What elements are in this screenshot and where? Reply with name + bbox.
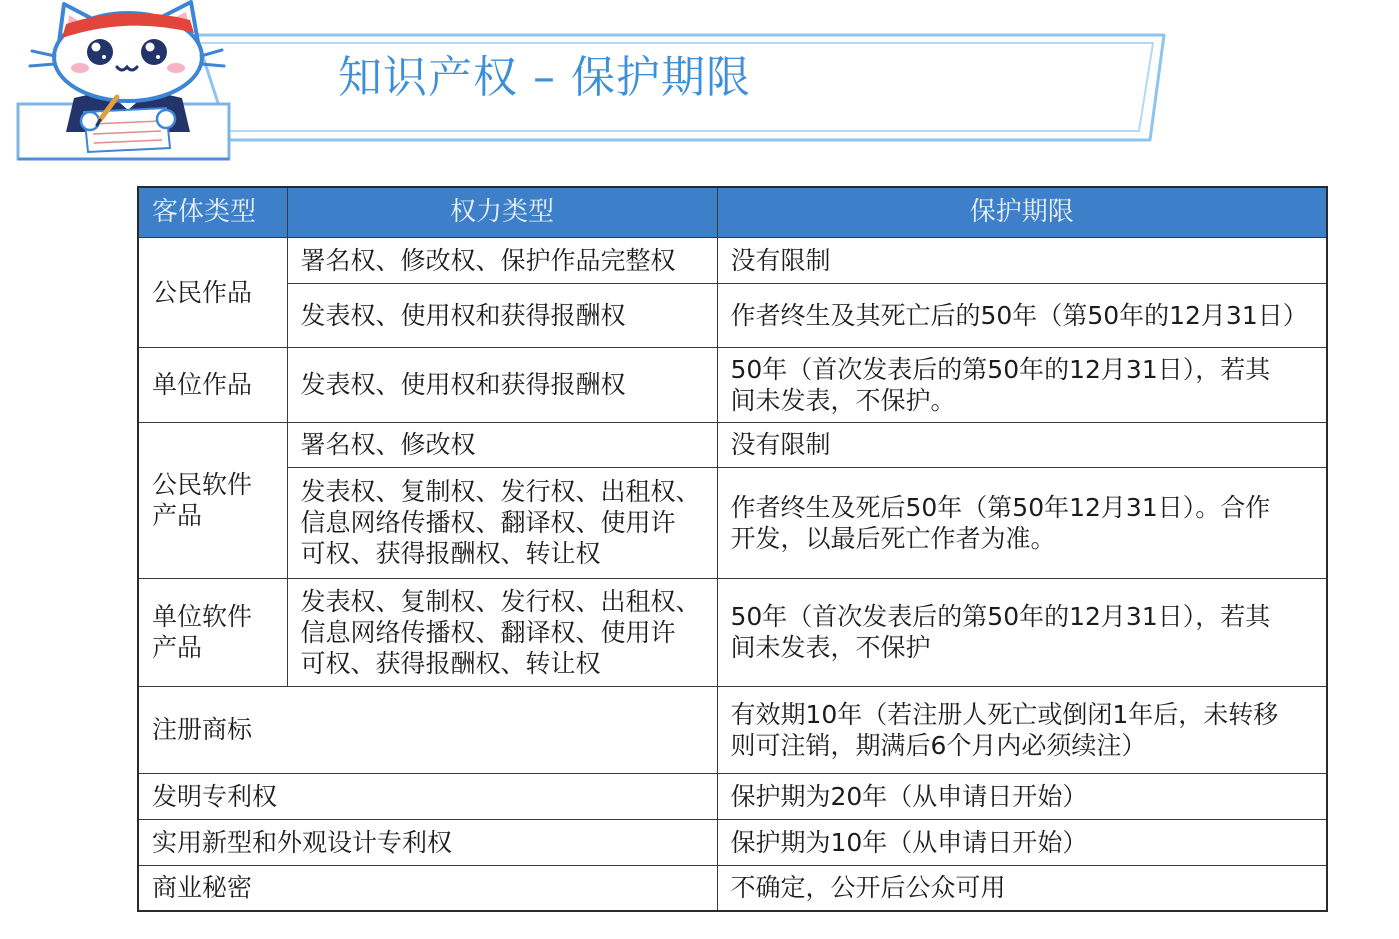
protection-period-cell: [717, 578, 1327, 686]
table-row: [138, 283, 1327, 347]
table-row: [138, 237, 1327, 283]
cell-text-line: 保护期为20年（从申请日开始）: [730, 781, 1088, 811]
ip-protection-table: [137, 186, 1328, 912]
cell-text-line: 产品: [152, 501, 203, 530]
protection-period-cell: [717, 467, 1327, 578]
cell-text-line: 可权、获得报酬权、转让权: [300, 539, 601, 568]
table-row: [138, 467, 1327, 578]
cell-text-line: 信息网络传播权、翻译权、使用许: [300, 617, 676, 647]
cell-text-line: 开发，以最后死亡作者为准。: [730, 523, 1056, 553]
right-type-cell: [287, 578, 717, 686]
cell-text-line: 发表权、复制权、发行权、出租权、: [300, 477, 701, 506]
table-row: [138, 819, 1327, 865]
cell-text-line: 则可注销，期满后6个月内必须续注）: [730, 730, 1147, 760]
cell-text-line: 单位作品: [152, 370, 253, 399]
table-row: [138, 773, 1327, 819]
cell-text-line: 50年（首次发表后的第50年的12月31日），若其: [730, 354, 1271, 384]
cell-text-line: 没有限制: [730, 245, 831, 275]
cell-text-line: 发明专利权: [152, 781, 278, 811]
cell-text-line: 发表权、使用权和获得报酬权: [300, 370, 626, 399]
cell-text-line: 信息网络传播权、翻译权、使用许: [300, 508, 676, 537]
table-row: [138, 686, 1327, 773]
cell-text-line: 署名权、修改权、保护作品完整权: [300, 245, 676, 275]
cell-text-line: 保护期为10年（从申请日开始）: [730, 827, 1088, 857]
cell-text-line: 发表权、复制权、发行权、出租权、: [300, 586, 701, 616]
right-type-cell: [287, 283, 717, 347]
header-object-type: 客体类型: [138, 187, 287, 237]
protection-period-cell: [717, 283, 1327, 347]
header-protection-period: 保护期限: [717, 187, 1327, 237]
object-type-cell: [138, 773, 717, 819]
cell-text-line: 有效期10年（若注册人死亡或倒闭1年后，未转移: [730, 699, 1279, 729]
object-type-cell: [138, 865, 717, 911]
cell-text-line: 50年（首次发表后的第50年的12月31日），若其: [730, 602, 1271, 631]
page-title: 知识产权 – 保护期限: [338, 52, 751, 103]
protection-period-cell: [717, 773, 1327, 819]
cell-text-line: 间未发表，不保护: [730, 633, 931, 662]
object-type-cell: [138, 819, 717, 865]
cell-text-line: 公民作品: [152, 277, 253, 307]
right-type-cell: [287, 422, 717, 467]
object-type-cell: [138, 422, 287, 578]
cell-text-line: 没有限制: [730, 430, 831, 459]
table-row: [138, 422, 1327, 467]
header-right-type: 权力类型: [287, 187, 717, 237]
object-type-cell: [138, 578, 287, 686]
protection-period-cell: [717, 686, 1327, 773]
cell-text-line: 注册商标: [152, 715, 253, 744]
protection-period-cell: [717, 865, 1327, 911]
cell-text-line: 可权、获得报酬权、转让权: [300, 648, 601, 678]
protection-period-cell: [717, 237, 1327, 283]
cell-text-line: 间未发表，不保护。: [730, 385, 956, 415]
cell-text-line: 商业秘密: [152, 873, 253, 903]
object-type-cell: [138, 347, 287, 422]
object-type-cell: [138, 686, 717, 773]
cat-mascot-icon: [18, 2, 229, 159]
protection-period-cell: [717, 819, 1327, 865]
right-type-cell: [287, 467, 717, 578]
cell-text-line: 单位软件: [152, 602, 253, 631]
cell-text-line: 发表权、使用权和获得报酬权: [300, 300, 626, 330]
right-type-cell: [287, 347, 717, 422]
right-type-cell: [287, 237, 717, 283]
object-type-cell: [138, 237, 287, 347]
cell-text-line: 作者终生及死后50年（第50年12月31日）。合作: [730, 492, 1271, 522]
cell-text-line: 产品: [152, 633, 203, 662]
table-row: [138, 578, 1327, 686]
table-row: [138, 347, 1327, 422]
cell-text-line: 实用新型和外观设计专利权: [152, 827, 453, 857]
cell-text-line: 署名权、修改权: [300, 430, 476, 459]
table-header-row: [138, 187, 1327, 237]
protection-period-cell: [717, 347, 1327, 422]
protection-period-cell: [717, 422, 1327, 467]
cell-text-line: 公民软件: [152, 470, 253, 499]
table-row: [138, 865, 1327, 911]
cell-text-line: 作者终生及其死亡后的50年（第50年的12月31日）: [730, 300, 1308, 330]
cell-text-line: 不确定，公开后公众可用: [730, 873, 1006, 903]
